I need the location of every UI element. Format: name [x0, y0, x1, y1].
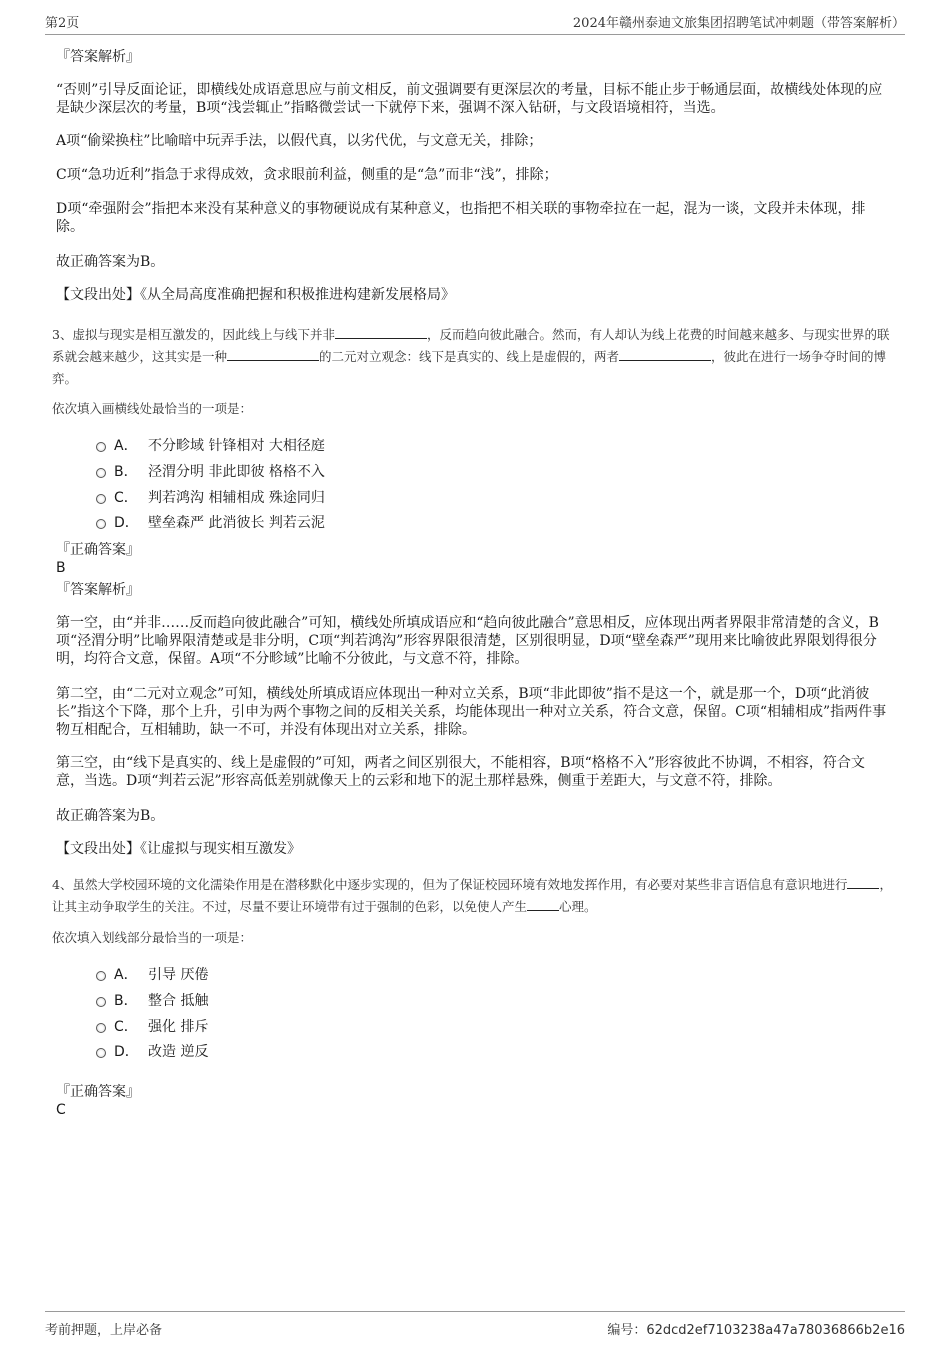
radio-icon[interactable]	[96, 519, 106, 529]
q3-option-c[interactable]: C． 判若鸿沟 相辅相成 殊途同归	[96, 486, 325, 508]
q2-analysis-p3: C项“急功近利”指急于求得成效，贪求眼前利益，侧重的是“急”而非“浅”，排除；	[56, 167, 558, 183]
radio-icon[interactable]	[96, 468, 106, 478]
q4-prompt: 依次填入划线部分最恰当的一项是：	[52, 930, 253, 945]
option-text: 改造 逆反	[148, 1044, 209, 1060]
q3-stem-part: 3、虚拟与现实是相互激发的，因此线上与线下并非	[52, 327, 335, 342]
q2-analysis-p4: D项“牵强附会”指把本来没有某种意义的事物硬说成有某种意义，也指把不相关联的事物牵拉在一起，混为一谈，文段并未体现，排除。	[56, 201, 866, 235]
option-text: 泾渭分明 非此即彼 格格不入	[148, 464, 325, 480]
option-text: 强化 排斥	[148, 1019, 209, 1035]
page-header	[45, 12, 905, 35]
q2-analysis-title: 『答案解析』	[56, 49, 140, 65]
q3-stem-part: ，彼此在进行一场争夺时间的博弈。	[52, 349, 887, 386]
q4-option-a[interactable]: A． 引导 厌倦	[96, 963, 208, 985]
q3-option-d[interactable]: D． 壁垒森严 此消彼长 判若云泥	[96, 511, 325, 533]
q3-analysis-p2: 第二空，由“二元对立观念”可知，横线处所填成语应体现出一种对立关系，B项“非此即彼”指不是这一个，就是那一个，D项“此消彼长”指这个下降，那个上升，引申为两个事物之间的反相关关系，均能体现出一种对立关系，符合文意，保留。C项“相辅相成”指两件事物互相配合，互相辅助，缺一不可，并没有体现出对立关系，排除。	[56, 686, 887, 738]
q3-answer-title: 『正确答案』	[56, 542, 140, 558]
q3-source: 【文段出处】《让虚拟与现实相互激发》	[56, 841, 301, 857]
radio-icon[interactable]	[96, 1048, 106, 1058]
radio-icon[interactable]	[96, 442, 106, 452]
option-text: 整合 抵触	[148, 993, 209, 1009]
q3-blank-1	[335, 325, 427, 339]
document-title: 2024年赣州泰迪文旅集团招聘笔试冲刺题（带答案解析）	[572, 16, 905, 31]
document-code: 编号：62dcd2ef7103238a47a78036866b2e16	[607, 1323, 905, 1338]
q2-conclusion: 故正确答案为B。	[56, 254, 165, 270]
q3-option-a[interactable]: A． 不分畛域 针锋相对 大相径庭	[96, 434, 325, 456]
radio-icon[interactable]	[96, 997, 106, 1007]
q4-stem	[52, 874, 894, 918]
q4-stem-part: 心理。	[559, 899, 597, 914]
radio-icon[interactable]	[96, 971, 106, 981]
q3-stem-part: ，反而趋向彼此融合。然而，有人却认为线上花费的时间越来越多、与现实世界的联系就会越来越少，这其实是一种	[52, 327, 890, 364]
q4-blank-2	[527, 897, 559, 911]
page-footer	[45, 1311, 905, 1338]
q4-option-c[interactable]: C． 强化 排斥	[96, 1015, 208, 1037]
option-text: 判若鸿沟 相辅相成 殊途同归	[148, 490, 325, 506]
option-text: 引导 厌倦	[148, 967, 209, 983]
q4-blank-1	[847, 875, 879, 889]
q3-stem-part: 的二元对立观念：线下是真实的、线上是虚假的，两者	[319, 349, 620, 364]
option-text: 壁垒森严 此消彼长 判若云泥	[148, 515, 325, 531]
q3-answer: B	[56, 560, 66, 576]
q3-prompt: 依次填入画横线处最恰当的一项是：	[52, 401, 253, 416]
q2-analysis-p2: A项“偷梁换柱”比喻暗中玩弄手法，以假代真，以劣代优，与文意无关，排除；	[56, 133, 543, 149]
q3-blank-2	[227, 347, 319, 361]
radio-icon[interactable]	[96, 494, 106, 504]
q3-blank-3	[619, 347, 711, 361]
q4-option-d[interactable]: D． 改造 逆反	[96, 1040, 208, 1062]
q4-stem-part: 4、虽然大学校园环境的文化濡染作用是在潜移默化中逐步实现的，但为了保证校园环境有效地发挥作用，有必要对某些非言语信息有意识地进行	[52, 877, 848, 892]
q3-option-b[interactable]: B． 泾渭分明 非此即彼 格格不入	[96, 460, 325, 482]
footer-slogan: 考前押题，上岸必备	[45, 1323, 163, 1338]
q3-conclusion: 故正确答案为B。	[56, 808, 165, 824]
q4-answer-title: 『正确答案』	[56, 1084, 140, 1100]
q3-analysis-p3: 第三空，由“线下是真实的、线上是虚假的”可知，两者之间区别很大，不能相容，B项“格格不入”形容彼此不协调，不相容，符合文意，当选。D项“判若云泥”形容高低差别就像天上的云彩和地下的泥土那样悬殊，侧重于差距大，与文意不符，排除。	[56, 755, 865, 789]
q3-analysis-p1: 第一空，由“并非……反而趋向彼此融合”可知，横线处所填成语应和“趋向彼此融合”意思相反，应体现出两者界限非常清楚的含义，B项“泾渭分明”比喻界限清楚或是非分明，C项“判若鸿沟”形容界限很清楚，区别很明显，D项“壁垒森严”现用来比喻彼此界限划得很分明，均符合文意，保留。A项“不分畛域”比喻不分彼此，与文意不符，排除。	[56, 615, 879, 667]
q2-analysis-p1: “否则”引导反面论证，即横线处成语意思应与前文相反，前文强调要有更深层次的考量，目标不能止步于畅通层面，故横线处体现的应是缺少深层次的考量，B项“浅尝辄止”指略微尝试一下就停下来，强调不深入钻研，与文段语境相符，当选。	[56, 82, 883, 116]
option-text: 不分畛域 针锋相对 大相径庭	[148, 438, 325, 454]
q4-option-b[interactable]: B． 整合 抵触	[96, 989, 208, 1011]
radio-icon[interactable]	[96, 1023, 106, 1033]
q3-stem	[52, 324, 894, 390]
q4-stem-part: ，让其主动争取学生的关注。不过，尽量不要让环境带有过于强制的色彩，以免使人产生	[52, 877, 892, 914]
page-number: 第2页	[45, 16, 80, 31]
q2-source: 【文段出处】《从全局高度准确把握和积极推进构建新发展格局》	[56, 287, 455, 303]
q3-analysis-title: 『答案解析』	[56, 582, 140, 598]
q4-answer: C	[56, 1102, 66, 1118]
